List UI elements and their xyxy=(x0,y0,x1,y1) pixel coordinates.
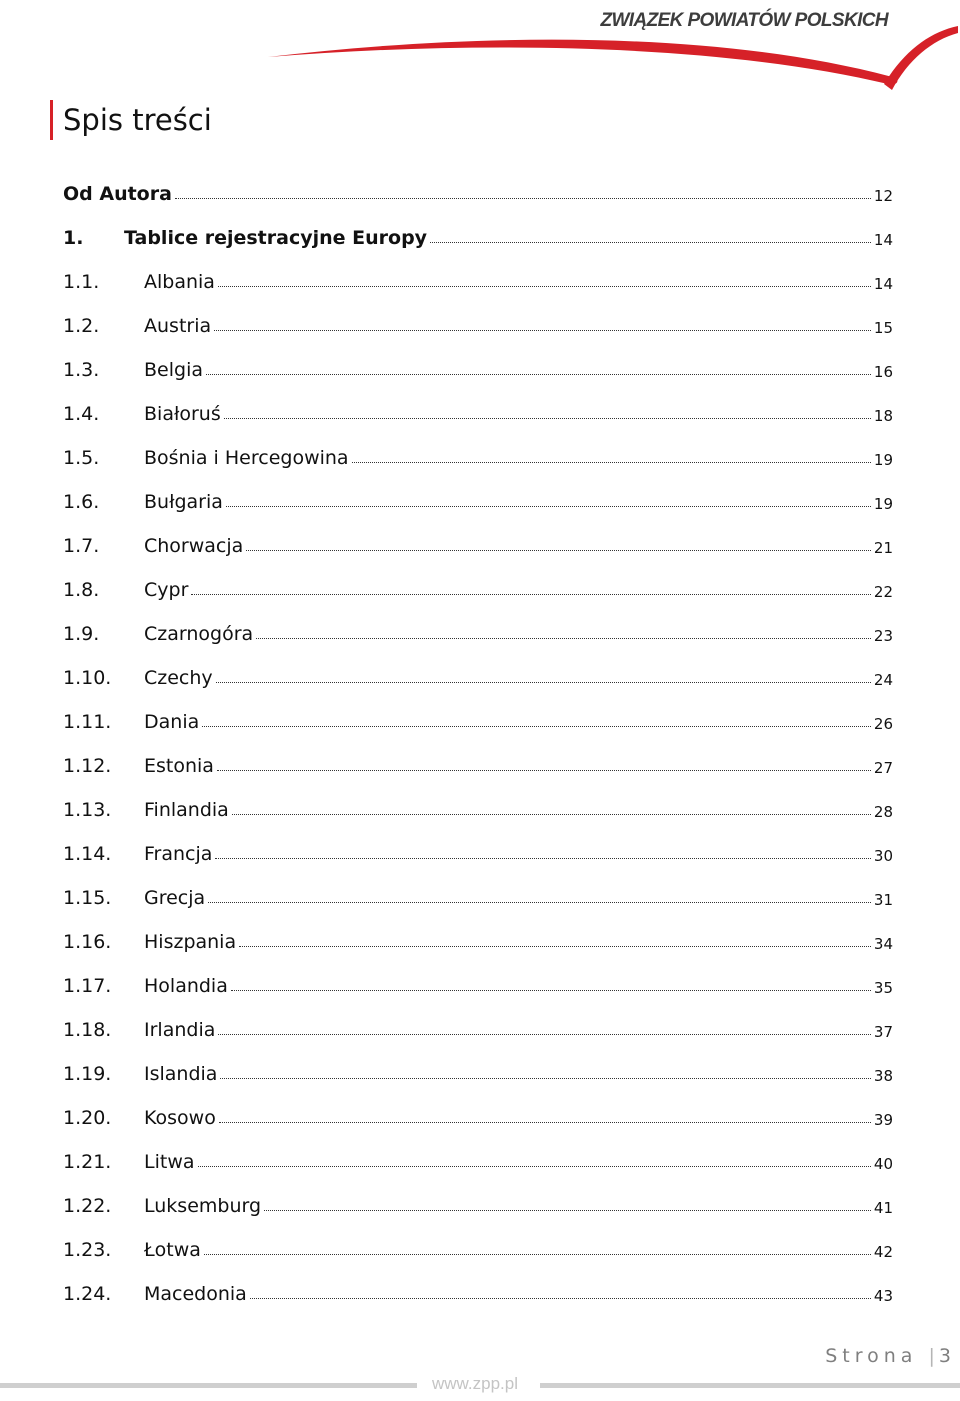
toc-entry[interactable] xyxy=(63,788,893,832)
toc-entry[interactable] xyxy=(63,1008,893,1052)
toc-entry-number: 1.19. xyxy=(63,1063,112,1085)
toc-dot-leader xyxy=(352,462,871,463)
toc-dot-leader xyxy=(217,770,871,771)
toc-entry-number: 1.14. xyxy=(63,843,112,865)
toc-entry-number: 1.24. xyxy=(63,1283,112,1305)
toc-dot-leader xyxy=(264,1210,871,1211)
toc-entry-title: Łotwa xyxy=(144,1239,201,1261)
toc-entry-page: 38 xyxy=(873,1066,893,1085)
toc-entry[interactable] xyxy=(63,524,893,568)
toc-entry-title: Belgia xyxy=(144,359,203,381)
toc-entry-title: Hiszpania xyxy=(144,931,237,953)
page-label: Strona xyxy=(825,1345,918,1367)
toc-entry-page: 26 xyxy=(873,714,893,733)
toc-entry-page: 23 xyxy=(873,626,893,645)
toc-entry[interactable] xyxy=(63,1228,893,1272)
toc-entry-page: 12 xyxy=(873,186,893,205)
toc-entry[interactable] xyxy=(63,260,893,304)
toc-entry-title: Tablice rejestracyjne Europy xyxy=(124,227,428,249)
toc-entry-page: 22 xyxy=(873,582,893,601)
page-separator: | xyxy=(928,1345,935,1367)
toc-dot-leader xyxy=(198,1166,871,1167)
toc-dot-leader xyxy=(214,330,871,331)
page-number: 3 xyxy=(938,1345,956,1367)
toc-entry-number: 1.8. xyxy=(63,579,100,601)
toc-dot-leader xyxy=(256,638,871,639)
toc-entry-title: Finlandia xyxy=(144,799,229,821)
toc-dot-leader xyxy=(218,286,871,287)
toc-entry[interactable] xyxy=(63,1140,893,1184)
toc-entry-title: Albania xyxy=(144,271,215,293)
toc-entry[interactable] xyxy=(63,964,893,1008)
toc-entry-number: 1.6. xyxy=(63,491,100,513)
toc-entry-number: 1.16. xyxy=(63,931,112,953)
toc-entry-number: 1.15. xyxy=(63,887,112,909)
toc-entry-title: Czechy xyxy=(144,667,213,689)
toc-entry-page: 24 xyxy=(873,670,893,689)
toc-entry-number: 1.9. xyxy=(63,623,100,645)
toc-dot-leader xyxy=(224,418,871,419)
toc-entry-number: 1.3. xyxy=(63,359,100,381)
toc-entry-title: Francja xyxy=(144,843,213,865)
toc-dot-leader xyxy=(226,506,871,507)
toc-entry-title: Macedonia xyxy=(144,1283,247,1305)
toc-entry[interactable] xyxy=(63,920,893,964)
toc-dot-leader xyxy=(246,550,871,551)
toc-entry-number: 1.12. xyxy=(63,755,112,777)
toc-entry-page: 21 xyxy=(873,538,893,557)
toc-entry-title: Od Autora xyxy=(63,183,172,205)
toc-entry-number: 1.22. xyxy=(63,1195,112,1217)
toc-entry-title: Holandia xyxy=(144,975,228,997)
toc-entry[interactable] xyxy=(63,700,893,744)
toc-entry-page: 16 xyxy=(873,362,893,381)
toc-entry-number: 1.11. xyxy=(63,711,112,733)
toc-entry-title: Estonia xyxy=(144,755,214,777)
toc-entry-title: Grecja xyxy=(144,887,206,909)
toc-dot-leader xyxy=(250,1298,871,1299)
toc-entry[interactable] xyxy=(63,216,893,260)
toc-entry-title: Cypr xyxy=(144,579,189,601)
toc-entry-title: Islandia xyxy=(144,1063,218,1085)
toc-dot-leader xyxy=(218,1034,871,1035)
organization-name: ZWIĄZEK POWIATÓW POLSKICH xyxy=(600,10,888,31)
toc-entry-number: 1. xyxy=(63,227,84,249)
toc-entry-number: 1.5. xyxy=(63,447,100,469)
toc-entry[interactable] xyxy=(63,1272,893,1316)
toc-entry-page: 39 xyxy=(873,1110,893,1129)
toc-entry[interactable] xyxy=(63,832,893,876)
toc-entry-number: 1.20. xyxy=(63,1107,112,1129)
toc-dot-leader xyxy=(430,242,871,243)
toc-entry[interactable] xyxy=(63,172,893,216)
toc-entry-number: 1.10. xyxy=(63,667,112,689)
toc-entry-title: Czarnogóra xyxy=(144,623,254,645)
toc-dot-leader xyxy=(208,902,871,903)
toc-entry-page: 37 xyxy=(873,1022,893,1041)
toc-dot-leader xyxy=(215,858,870,859)
footer-divider-right xyxy=(540,1383,960,1388)
toc-entry-page: 43 xyxy=(873,1286,893,1305)
toc-entry-number: 1.21. xyxy=(63,1151,112,1173)
toc-entry-page: 28 xyxy=(873,802,893,821)
toc-entry[interactable] xyxy=(63,436,893,480)
toc-entry[interactable] xyxy=(63,480,893,524)
toc-dot-leader xyxy=(239,946,871,947)
toc-entry[interactable] xyxy=(63,568,893,612)
toc-entry-page: 30 xyxy=(873,846,893,865)
toc-entry-title: Luksemburg xyxy=(144,1195,262,1217)
toc-dot-leader xyxy=(216,682,871,683)
toc-entry[interactable] xyxy=(63,1052,893,1096)
header-logo xyxy=(0,0,960,100)
toc-entry-title: Bułgaria xyxy=(144,491,223,513)
toc-dot-leader xyxy=(202,726,871,727)
toc-entry-title: Litwa xyxy=(144,1151,195,1173)
toc-entry[interactable] xyxy=(63,392,893,436)
toc-dot-leader xyxy=(219,1122,871,1123)
toc-dot-leader xyxy=(191,594,871,595)
toc-entry-number: 1.1. xyxy=(63,271,100,293)
toc-entry-number: 1.17. xyxy=(63,975,112,997)
table-of-contents xyxy=(63,172,893,1316)
toc-entry-title: Austria xyxy=(144,315,212,337)
toc-entry-title: Bośnia i Hercegowina xyxy=(144,447,349,469)
toc-entry-page: 14 xyxy=(873,274,893,293)
toc-entry-page: 31 xyxy=(873,890,893,909)
toc-heading: Spis treści xyxy=(50,100,212,140)
toc-dot-leader xyxy=(175,198,871,199)
toc-entry[interactable] xyxy=(63,612,893,656)
toc-dot-leader xyxy=(220,1078,870,1079)
toc-entry[interactable] xyxy=(63,304,893,348)
toc-dot-leader xyxy=(231,990,871,991)
toc-entry-number: 1.4. xyxy=(63,403,100,425)
toc-entry-number: 1.7. xyxy=(63,535,100,557)
toc-entry-page: 35 xyxy=(873,978,893,997)
toc-entry-number: 1.23. xyxy=(63,1239,112,1261)
toc-entry-page: 19 xyxy=(873,494,893,513)
toc-entry-page: 18 xyxy=(873,406,893,425)
toc-entry-page: 34 xyxy=(873,934,893,953)
toc-entry-page: 40 xyxy=(873,1154,893,1173)
toc-entry-page: 27 xyxy=(873,758,893,777)
footer-url[interactable]: www.zpp.pl xyxy=(432,1374,518,1393)
footer-page-number xyxy=(825,1345,956,1367)
toc-entry[interactable] xyxy=(63,348,893,392)
toc-entry-title: Białoruś xyxy=(144,403,221,425)
toc-entry[interactable] xyxy=(63,876,893,920)
toc-entry[interactable] xyxy=(63,744,893,788)
toc-entry-title: Irlandia xyxy=(144,1019,216,1041)
toc-entry-number: 1.18. xyxy=(63,1019,112,1041)
toc-entry-page: 14 xyxy=(873,230,893,249)
toc-entry[interactable] xyxy=(63,1184,893,1228)
toc-entry-number: 1.2. xyxy=(63,315,100,337)
toc-entry-page: 15 xyxy=(873,318,893,337)
toc-entry-page: 19 xyxy=(873,450,893,469)
footer-divider-left xyxy=(0,1383,417,1388)
toc-dot-leader xyxy=(206,374,871,375)
toc-entry[interactable] xyxy=(63,656,893,700)
toc-entry[interactable] xyxy=(63,1096,893,1140)
toc-entry-page: 41 xyxy=(873,1198,893,1217)
toc-entry-title: Dania xyxy=(144,711,200,733)
toc-dot-leader xyxy=(232,814,871,815)
toc-entry-title: Kosowo xyxy=(144,1107,216,1129)
toc-entry-title: Chorwacja xyxy=(144,535,244,557)
toc-entry-page: 42 xyxy=(873,1242,893,1261)
toc-dot-leader xyxy=(204,1254,871,1255)
toc-entry-number: 1.13. xyxy=(63,799,112,821)
